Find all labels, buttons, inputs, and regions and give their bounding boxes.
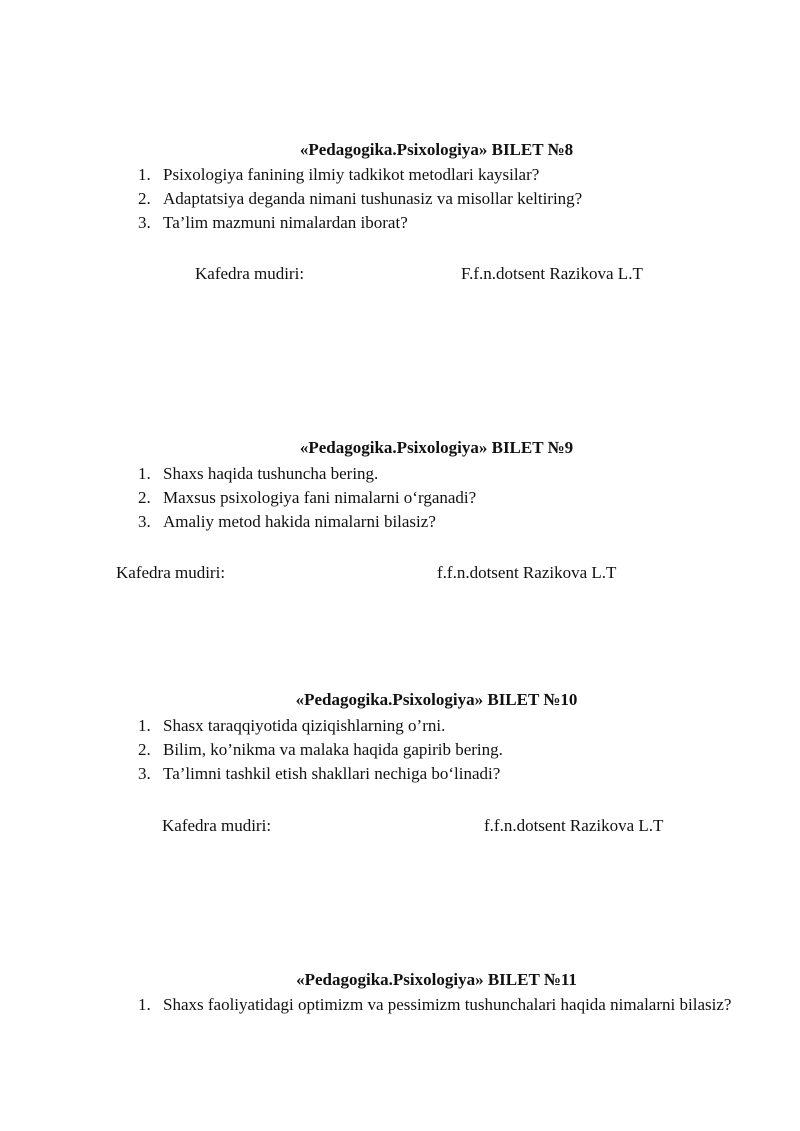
question-text: Shasx taraqqiyotida qiziqishlarning o’rni. bbox=[163, 716, 446, 735]
head-of-department-label: Kafedra mudiri: bbox=[195, 264, 305, 283]
ticket-title: «Pedagogika.Psixologiya» BILET №8 bbox=[299, 140, 574, 159]
head-of-department-name: f.f.n.dotsent Razikova L.T bbox=[484, 816, 664, 835]
ticket-title: «Pedagogika.Psixologiya» BILET №9 bbox=[299, 438, 574, 457]
head-of-department-label: Kafedra mudiri: bbox=[116, 563, 226, 582]
question-number: 2. bbox=[138, 488, 151, 507]
question-number: 2. bbox=[138, 740, 151, 759]
head-of-department-label: Kafedra mudiri: bbox=[162, 816, 272, 835]
question-text: Maxsus psixologiya fani nimalarni o‘rganadi? bbox=[163, 488, 477, 507]
question-text: Ta’lim mazmuni nimalardan iborat? bbox=[163, 213, 408, 232]
question-text: Ta’limni tashkil etish shakllari nechiga bo‘linadi? bbox=[163, 764, 501, 783]
question-text: Adaptatsiya deganda nimani tushunasiz va misollar keltiring? bbox=[163, 189, 583, 208]
question-number: 1. bbox=[138, 716, 151, 735]
question-text: Shaxs faoliyatidagi optimizm va pessimizm tushunchalari haqida nimalarni bilasiz? bbox=[163, 995, 732, 1014]
head-of-department-name: F.f.n.dotsent Razikova L.T bbox=[461, 264, 643, 283]
question-number: 1. bbox=[138, 464, 151, 483]
ticket-title: «Pedagogika.Psixologiya» BILET №11 bbox=[296, 970, 577, 989]
question-text: Psixologiya fanining ilmiy tadkikot metodlari kaysilar? bbox=[163, 165, 540, 184]
question-number: 3. bbox=[138, 512, 151, 531]
ticket-title: «Pedagogika.Psixologiya» BILET №10 bbox=[295, 690, 578, 709]
question-number: 1. bbox=[138, 165, 151, 184]
head-of-department-name: f.f.n.dotsent Razikova L.T bbox=[437, 563, 617, 582]
question-text: Shaxs haqida tushuncha bering. bbox=[163, 464, 379, 483]
question-number: 3. bbox=[138, 764, 151, 783]
question-number: 1. bbox=[138, 995, 151, 1014]
question-number: 2. bbox=[138, 189, 151, 208]
question-text: Amaliy metod hakida nimalarni bilasiz? bbox=[163, 512, 436, 531]
question-number: 3. bbox=[138, 213, 151, 232]
question-text: Bilim, ko’nikma va malaka haqida gapirib bering. bbox=[163, 740, 503, 759]
